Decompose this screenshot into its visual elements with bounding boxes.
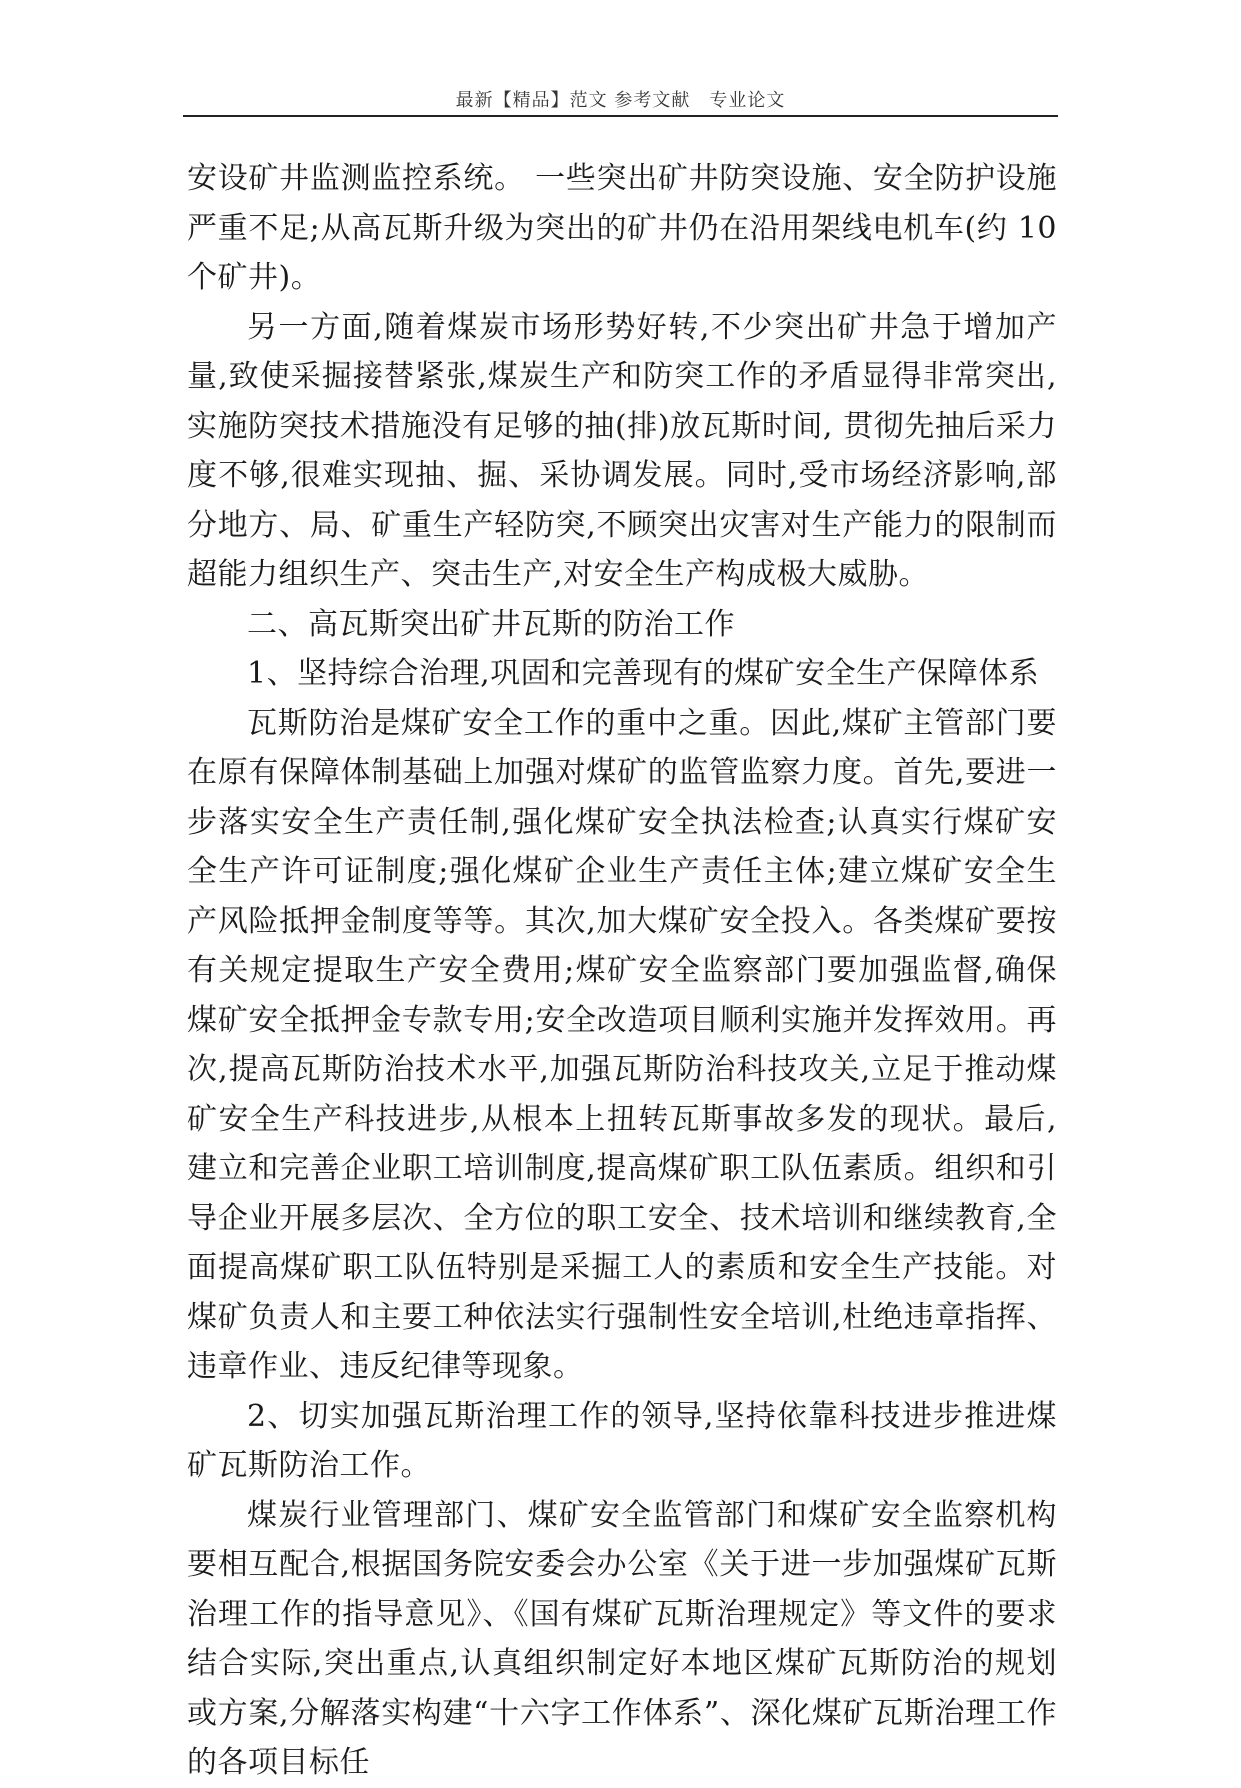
subheading-leadership: 2、切实加强瓦斯治理工作的领导,坚持依靠科技进步推进煤矿瓦斯防治工作。 <box>187 1398 1057 1483</box>
document-body <box>187 154 1057 1788</box>
subheading-comprehensive-governance: 1、坚持综合治理,巩固和完善现有的煤矿安全生产保障体系 <box>247 656 1040 691</box>
paragraph-gas-prevention: 瓦斯防治是煤矿安全工作的重中之重。因此,煤矿主管部门要在原有保障体制基础上加强对煤矿的监管监察力度。首先,要进一步落实安全生产责任制,强化煤矿安全执法检查;认真实行煤矿安全生产许可证制度;强化煤矿企业生产责任主体;建立煤矿安全生产风险抵押金制度等等。其次,加大煤矿安全投入。各类煤矿要按有关规定提取生产安全费用;煤矿安全监察部门要加强监督,确保煤矿安全抵押金专款专用;安全改造项目顺利实施并发挥效用。再次,提高瓦斯防治技术水平,加强瓦斯防治科技攻关,立足于推动煤矿安全生产科技进步,从根本上扭转瓦斯事故多发的现状。最后,建立和完善企业职工培训制度,提高煤矿职工队伍素质。组织和引导企业开展多层次、全方位的职工安全、技术培训和继续教育,全面提高煤矿职工队伍特别是采掘工人的素质和安全生产技能。对煤矿负责人和主要工种依法实行强制性安全培训,杜绝违章指挥、违章作业、违反纪律等现象。 <box>187 705 1057 1384</box>
section-heading-prevention-work: 二、高瓦斯突出矿井瓦斯的防治工作 <box>247 606 735 642</box>
page-header: 最新【精品】范文 参考文献 专业论文 <box>455 90 786 111</box>
paragraph-market-situation: 另一方面,随着煤炭市场形势好转,不少突出矿井急于增加产量,致使采掘接替紧张,煤炭生产和防突工作的矛盾显得非常突出,实施防突技术措施没有足够的抽(排)放瓦斯时间, 贯彻先抽后采力度不够,很难实现抽、掘、采协调发展。同时,受市场经济影响,部分地方、局、矿重生产轻防突,不顾突出灾害对生产能力的限制而超能力组织生产、突击生产,对安全生产构成极大威胁。 <box>187 309 1057 592</box>
paragraph-department-cooperation: 煤炭行业管理部门、煤矿安全监管部门和煤矿安全监察机构要相互配合,根据国务院安委会办公室《关于进一步加强煤矿瓦斯治理工作的指导意见》、《国有煤矿瓦斯治理规定》等文件的要求结合实际,突出重点,认真组织制定好本地区煤矿瓦斯防治的规划或方案,分解落实构建“十六字工作体系”、深化煤矿瓦斯治理工作的各项目标任 <box>187 1497 1057 1780</box>
header-divider <box>183 115 1058 117</box>
paragraph-continuation: 安设矿井监测监控系统。 一些突出矿井防突设施、安全防护设施严重不足;从高瓦斯升级为突出的矿井仍在沿用架线电机车(约 10 个矿井)。 <box>187 161 1057 295</box>
